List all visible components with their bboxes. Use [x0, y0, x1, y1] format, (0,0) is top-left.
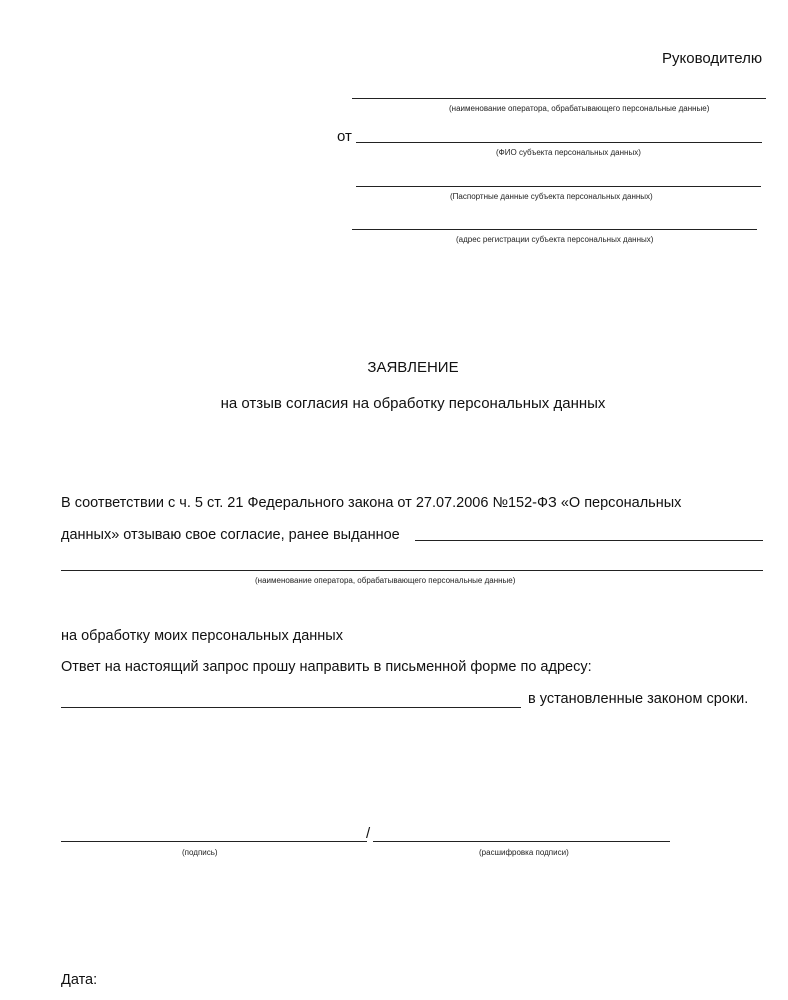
address-caption: (адрес регистрации субъекта персональных данных) [456, 235, 654, 244]
fio-caption: (ФИО субъекта персональных данных) [496, 148, 641, 157]
addressee-label: Руководителю [662, 50, 763, 67]
response-request-text: Ответ на настоящий запрос прошу направить в письменной форме по адресу: [61, 659, 592, 675]
response-address-line[interactable] [61, 707, 521, 708]
operator-name-line[interactable] [352, 98, 766, 99]
fio-line[interactable] [356, 142, 762, 143]
previous-consent-line[interactable] [415, 540, 763, 541]
from-label: от [337, 128, 352, 145]
signature-separator: / [366, 825, 371, 842]
document-subtitle: на отзыв согласия на обработку персональных данных [220, 395, 606, 412]
signature-line[interactable] [61, 841, 367, 842]
signature-caption: (подпись) [182, 848, 218, 857]
passport-caption: (Паспортные данные субъекта персональных данных) [450, 192, 653, 201]
address-line[interactable] [352, 229, 757, 230]
date-label: Дата: [61, 972, 98, 988]
paragraph-line-2: данных» отзываю свое согласие, ранее выданное [61, 527, 400, 543]
signature-decoding-line[interactable] [373, 841, 670, 842]
paragraph-line-1: В соответствии с ч. 5 ст. 21 Федерального закона от 27.07.2006 №152-ФЗ «О персональных [61, 495, 682, 511]
operator-name-caption: (наименование оператора, обрабатывающего персональные данные) [449, 104, 710, 113]
document-title: ЗАЯВЛЕНИЕ [367, 359, 459, 376]
processing-text: на обработку моих персональных данных [61, 628, 343, 644]
body-operator-line[interactable] [61, 570, 763, 571]
deadline-text: в установленные законом сроки. [528, 691, 749, 707]
decoding-caption: (расшифровка подписи) [479, 848, 569, 857]
passport-line[interactable] [356, 186, 761, 187]
body-operator-caption: (наименование оператора, обрабатывающего персональные данные) [255, 576, 516, 585]
